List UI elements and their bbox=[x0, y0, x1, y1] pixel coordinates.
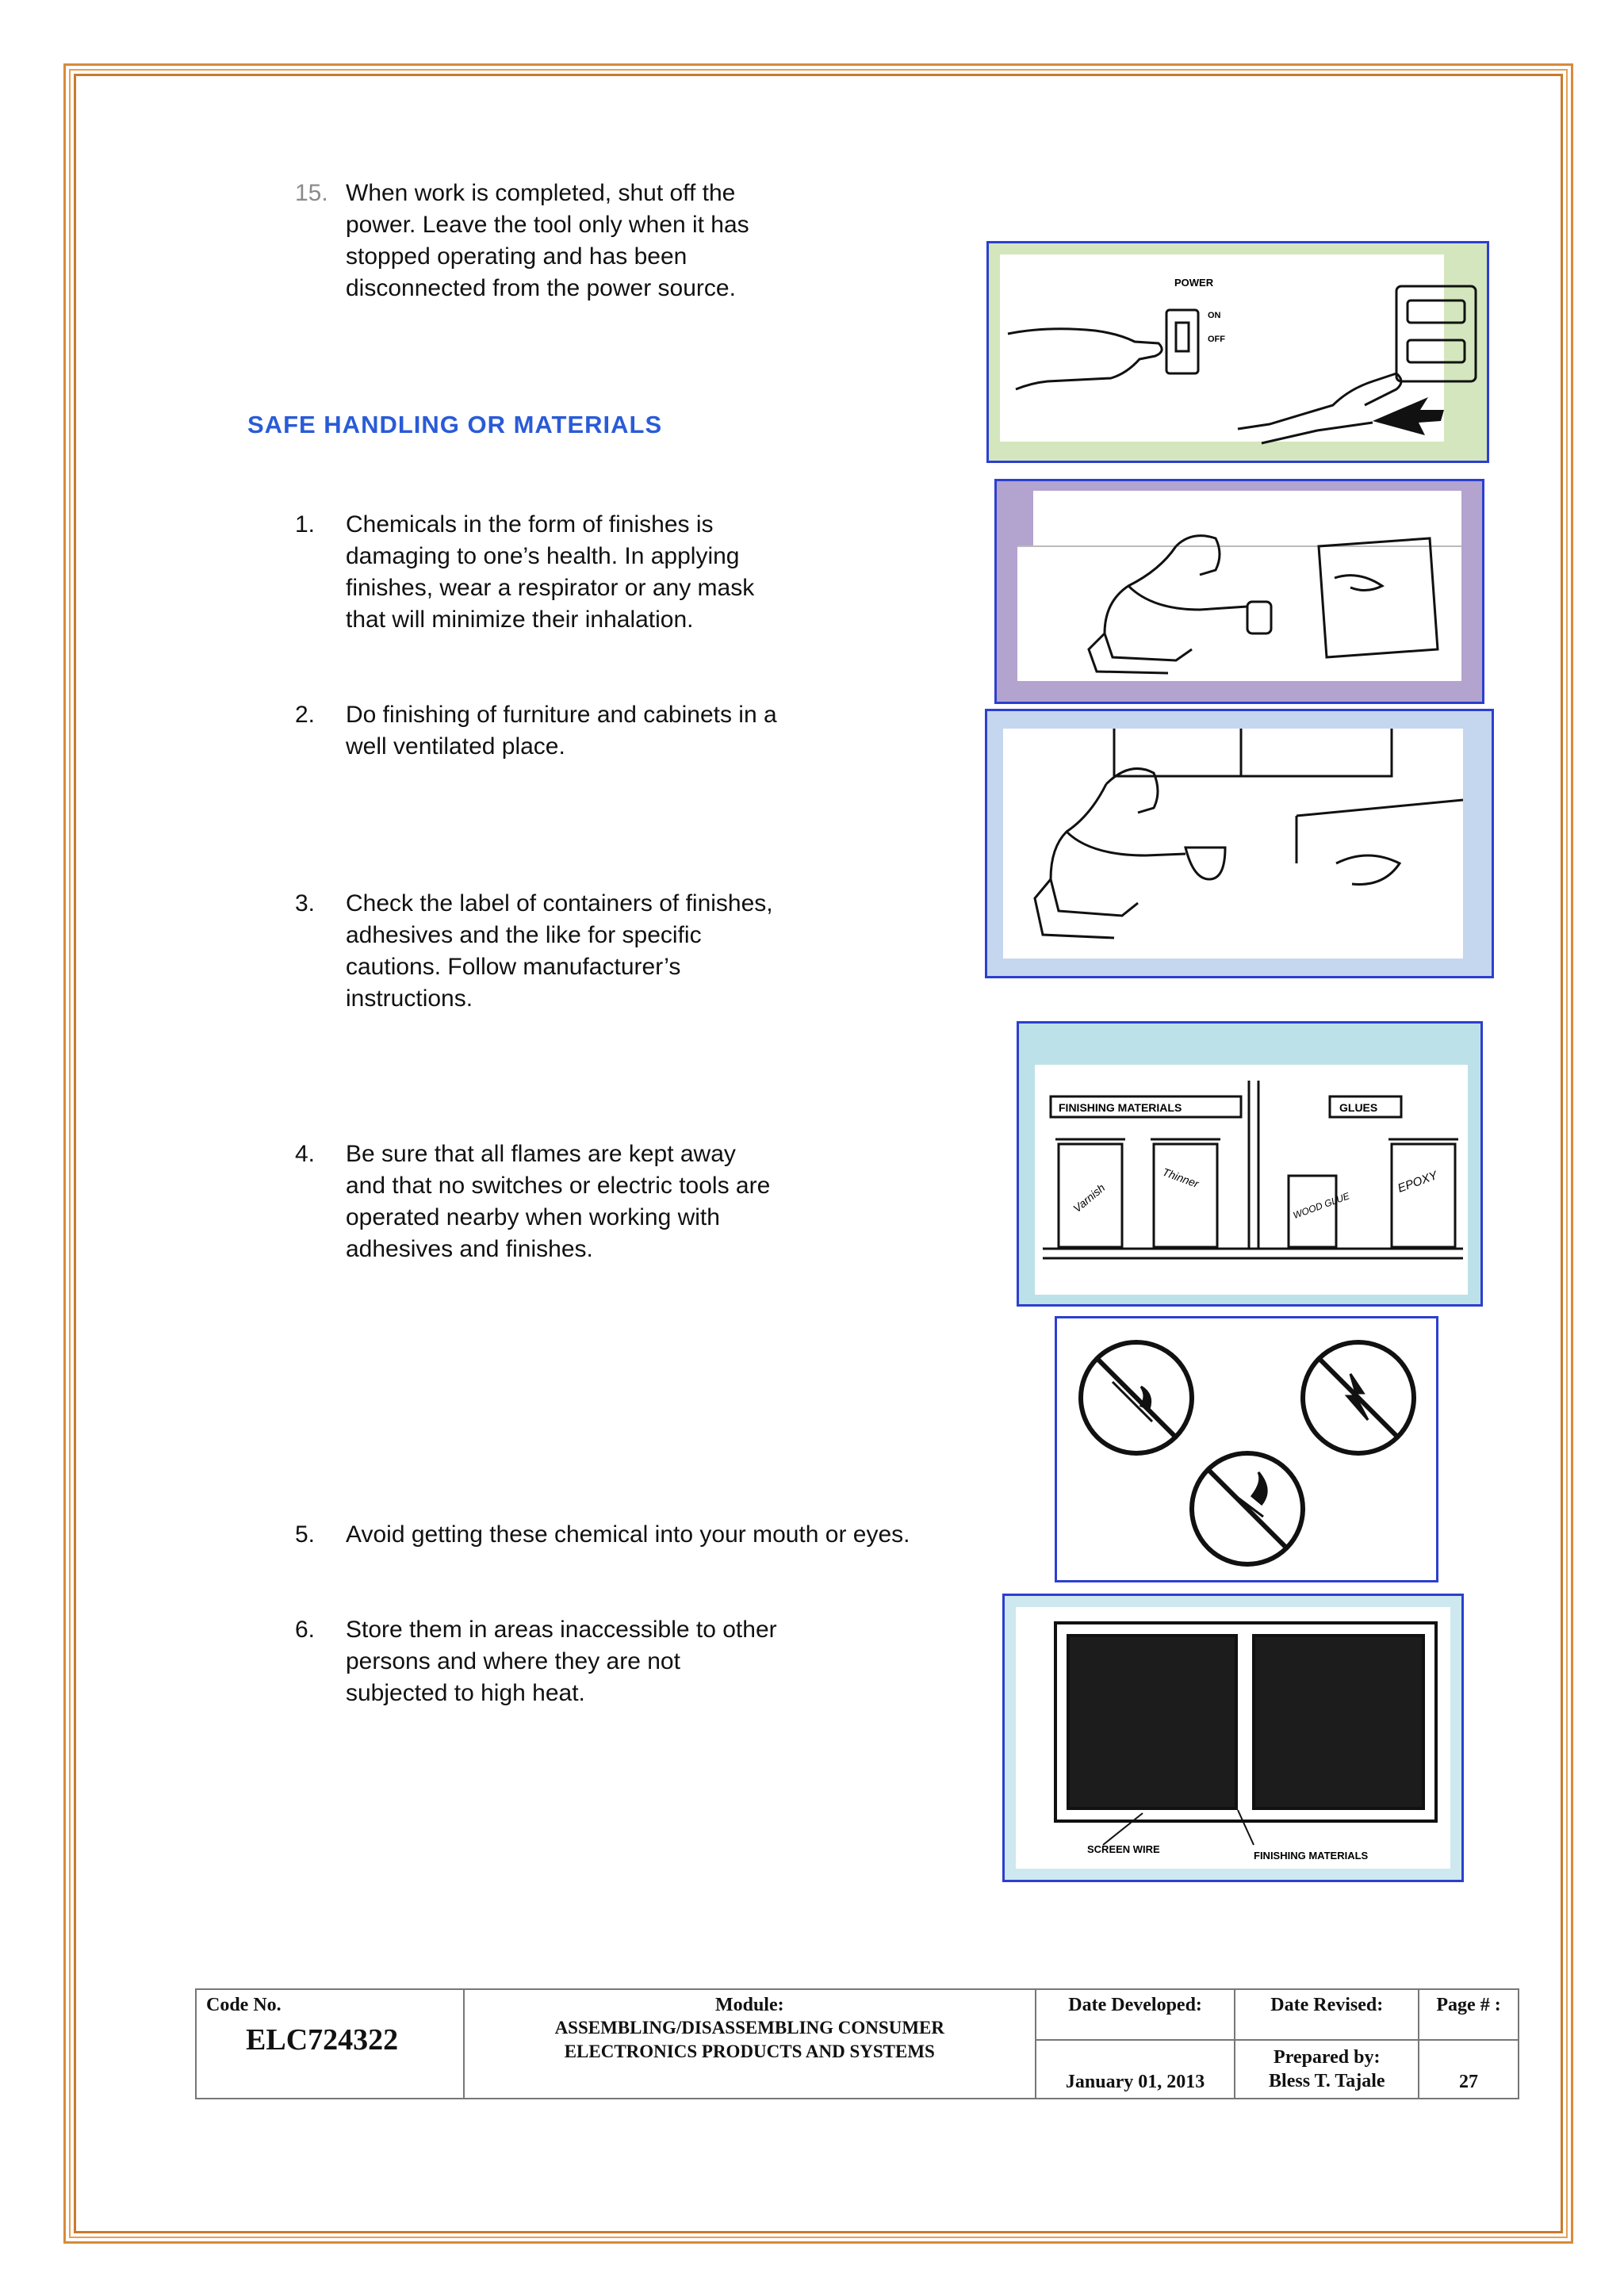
item-text-line: cautions. Follow manufacturer’s bbox=[346, 954, 681, 980]
item-text-line: Check the label of containers of finishes, bbox=[346, 890, 773, 916]
date-developed-label: Date Developed: bbox=[1036, 1989, 1235, 2040]
list-item-2 bbox=[295, 699, 898, 771]
module-title-line1: ASSEMBLING/DISASSEMBLING CONSUMER bbox=[554, 2018, 944, 2038]
epoxy-label: EPOXY bbox=[1396, 1169, 1439, 1196]
item-number: 1. bbox=[295, 511, 316, 538]
off-label: OFF bbox=[1208, 335, 1225, 344]
item-text-line: When work is completed, shut off the bbox=[346, 180, 736, 206]
wood-glue-label: WOOD GLUE bbox=[1291, 1190, 1351, 1222]
figure-ventilated-place bbox=[985, 709, 1494, 978]
item-text-line: finishes, wear a respirator or any mask bbox=[346, 575, 755, 601]
item-number: 6. bbox=[295, 1617, 316, 1643]
item-text-line: power. Leave the tool only when it has bbox=[346, 212, 749, 238]
item-text-line: Store them in areas inaccessible to other bbox=[346, 1617, 777, 1643]
item-text-line: Chemicals in the form of finishes is bbox=[346, 511, 714, 538]
item-text-line: damaging to one’s health. In applying bbox=[346, 543, 740, 569]
footer-table bbox=[195, 1988, 1519, 2099]
section-heading: SAFE HANDLING OR MATERIALS bbox=[247, 411, 663, 438]
item-text-line: Do finishing of furniture and cabinets in a bbox=[346, 702, 777, 728]
item-text-line: persons and where they are not bbox=[346, 1648, 680, 1674]
module-title-line2: ELECTRONICS PRODUCTS AND SYSTEMS bbox=[564, 2042, 935, 2061]
code-cell bbox=[196, 1989, 464, 2099]
figure-respirator-mask bbox=[994, 479, 1484, 704]
item-text-line: that will minimize their inhalation. bbox=[346, 607, 694, 633]
prepared-value: Bless T. Tajale bbox=[1269, 2071, 1385, 2091]
power-label: POWER bbox=[1174, 277, 1214, 289]
item-text-line: Be sure that all flames are kept away bbox=[346, 1141, 736, 1167]
item-number: 4. bbox=[295, 1141, 316, 1167]
list-item-5 bbox=[295, 1519, 1056, 1554]
list-item-15 bbox=[295, 178, 850, 312]
item-text-line: Avoid getting these chemical into your mouth or eyes. bbox=[346, 1521, 910, 1548]
varnish-label: Varnish bbox=[1071, 1181, 1108, 1215]
item-text-line: adhesives and the like for specific bbox=[346, 922, 702, 948]
item-text-line: disconnected from the power source. bbox=[346, 275, 736, 301]
on-label: ON bbox=[1208, 311, 1221, 320]
screen-wire-label: SCREEN WIRE bbox=[1087, 1843, 1160, 1855]
code-value: ELC724322 bbox=[246, 2023, 399, 2057]
item-text-line: operated nearby when working with bbox=[346, 1204, 720, 1230]
item-number: 2. bbox=[295, 702, 316, 728]
item-text-line: and that no switches or electric tools are bbox=[346, 1173, 771, 1199]
figure-cabinet bbox=[1017, 1021, 1483, 1307]
item-text-line: instructions. bbox=[346, 985, 473, 1012]
item-text-line: adhesives and finishes. bbox=[346, 1236, 593, 1262]
item-text-line: well ventilated place. bbox=[346, 733, 565, 760]
page-number-value: 27 bbox=[1419, 2040, 1519, 2099]
item-number: 3. bbox=[295, 890, 316, 916]
prepared-label: Prepared by: bbox=[1274, 2047, 1381, 2068]
item-text-line: stopped operating and has been bbox=[346, 243, 688, 270]
finishing-materials-label: FINISHING MATERIALS bbox=[1254, 1850, 1369, 1862]
list-item-6 bbox=[295, 1614, 898, 1717]
item-number: 15. bbox=[295, 180, 328, 206]
date-developed-value: January 01, 2013 bbox=[1036, 2040, 1235, 2099]
list-item-1 bbox=[295, 509, 850, 644]
module-label: Module: bbox=[714, 1995, 784, 2015]
figure-screen-wire bbox=[1002, 1594, 1464, 1882]
thinner-label: Thinner bbox=[1160, 1165, 1201, 1191]
date-revised-label: Date Revised: bbox=[1235, 1989, 1419, 2040]
figure-power-switch bbox=[986, 241, 1489, 463]
list-item-3 bbox=[295, 888, 898, 1023]
module-cell bbox=[464, 1989, 1036, 2099]
glues-label: GLUES bbox=[1339, 1101, 1378, 1114]
code-label: Code No. bbox=[206, 1995, 282, 2015]
item-text-line: subjected to high heat. bbox=[346, 1680, 585, 1706]
list-item-4 bbox=[295, 1138, 898, 1273]
figure-prohibition-signs bbox=[1055, 1316, 1438, 1582]
item-number: 5. bbox=[295, 1521, 316, 1548]
prepared-cell bbox=[1235, 2040, 1419, 2099]
finishing-materials-label: FINISHING MATERIALS bbox=[1059, 1101, 1182, 1114]
page-number-label: Page # : bbox=[1419, 1989, 1519, 2040]
